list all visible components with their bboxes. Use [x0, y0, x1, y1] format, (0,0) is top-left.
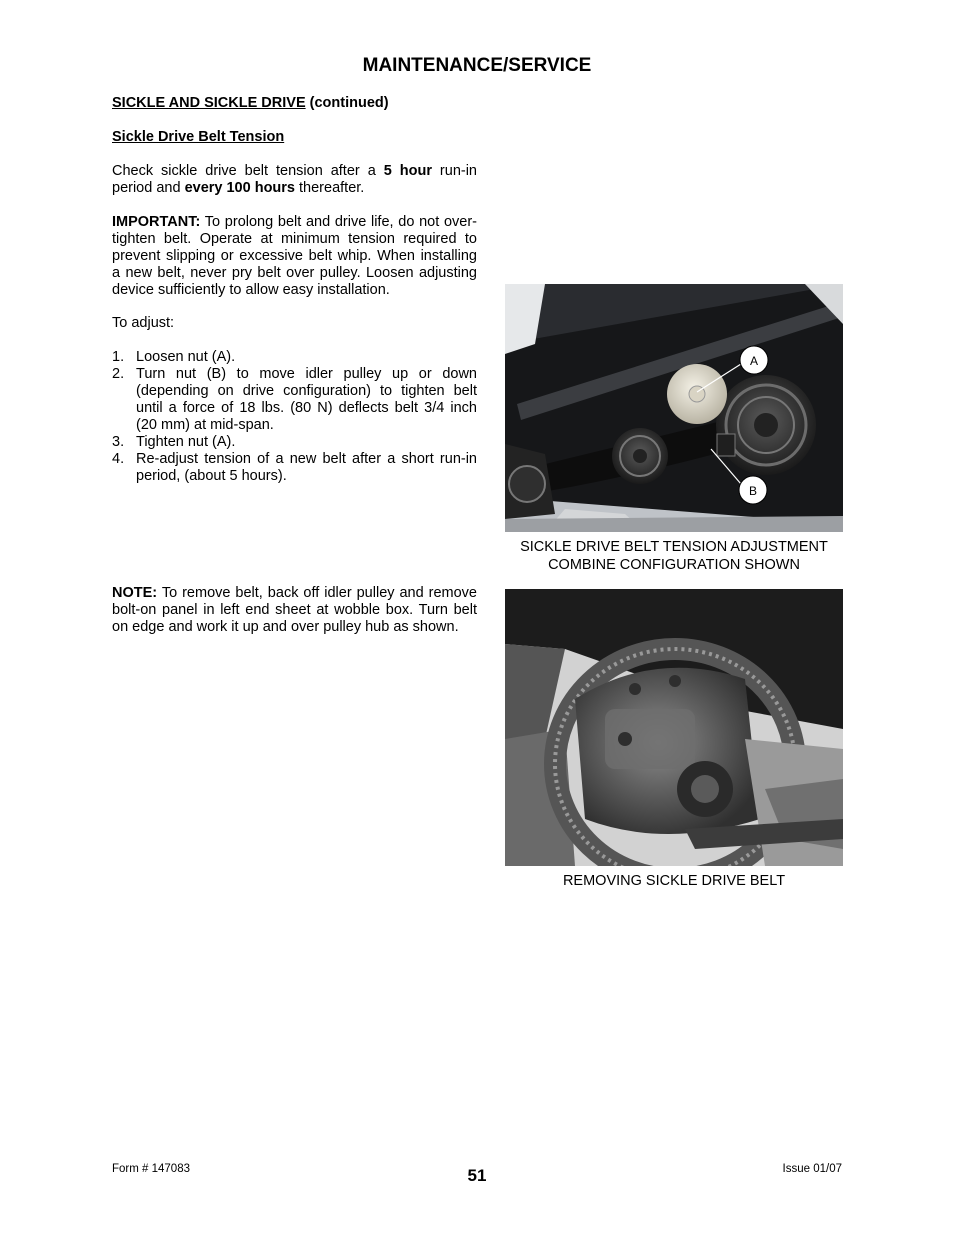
figure1-caption: [495, 538, 853, 574]
figure1-caption-line1: SICKLE DRIVE BELT TENSION ADJUSTMENT: [520, 539, 828, 555]
page-title: MAINTENANCE/SERVICE: [362, 55, 592, 76]
note-text: To remove belt, back off idler pulley and remove bolt-on panel in left end sheet at wobble box. Turn belt on edge and work it up and over pulley hub as shown.: [112, 585, 477, 635]
step-number: 1.: [112, 349, 125, 365]
important-label: IMPORTANT:: [112, 214, 201, 230]
belt-removal-illustration: [505, 589, 843, 866]
step-number: 4.: [112, 451, 125, 467]
adjust-steps: [112, 349, 477, 485]
note-label: NOTE:: [112, 585, 158, 601]
section-heading-suffix: (continued): [305, 95, 389, 111]
note-paragraph: [112, 585, 477, 636]
figure2-caption: REMOVING SICKLE DRIVE BELT: [562, 873, 786, 889]
check-bold-1: 5 hour: [383, 163, 432, 179]
list-item: [112, 366, 477, 434]
step-text: Turn nut (B) to move idler pulley up or down (depending on drive configuration) to tighten belt until a force of 18 lbs. (80 N) deflects belt 3/4 inch (20 mm) at mid-span.: [136, 366, 477, 433]
check-text-2: run-in period and: [112, 163, 477, 196]
belt-tension-illustration: [505, 284, 843, 532]
check-text-3: thereafter.: [295, 180, 365, 196]
form-number: Form # 147083: [112, 1163, 190, 1175]
belt-tension-photo: [505, 284, 843, 532]
section-heading-text: SICKLE AND SICKLE DRIVE: [112, 95, 306, 111]
check-paragraph: [112, 163, 477, 197]
list-item: [112, 349, 477, 366]
issue-date: Issue 01/07: [782, 1163, 842, 1175]
check-bold-2: every 100 hours: [184, 180, 295, 196]
step-number: 2.: [112, 366, 125, 382]
step-text: Loosen nut (A).: [136, 349, 236, 365]
callout-a-label: A: [749, 354, 759, 368]
subsection-heading: Sickle Drive Belt Tension: [112, 129, 285, 145]
important-text: To prolong belt and drive life, do not over-tighten belt. Operate at minimum tension required to prevent slipping or excessive belt whip. When installing a new belt, never pry belt over pulley. Loosen adjusting device sufficiently to allow easy installation.: [112, 214, 477, 298]
belt-removal-photo: [505, 589, 843, 866]
callout-b-label: B: [748, 484, 758, 498]
check-text-1: Check sickle drive belt tension after a: [112, 163, 384, 179]
step-text: Tighten nut (A).: [136, 434, 236, 450]
list-item: [112, 451, 477, 485]
list-item: [112, 434, 477, 451]
page-number: 51: [467, 1166, 487, 1185]
figure1-caption-line2: COMBINE CONFIGURATION SHOWN: [548, 557, 800, 573]
step-number: 3.: [112, 434, 125, 450]
adjust-intro: To adjust:: [112, 315, 175, 331]
important-paragraph: [112, 214, 477, 299]
step-text: Re-adjust tension of a new belt after a short run-in period, (about 5 hours).: [136, 451, 477, 484]
section-heading: [112, 95, 389, 111]
